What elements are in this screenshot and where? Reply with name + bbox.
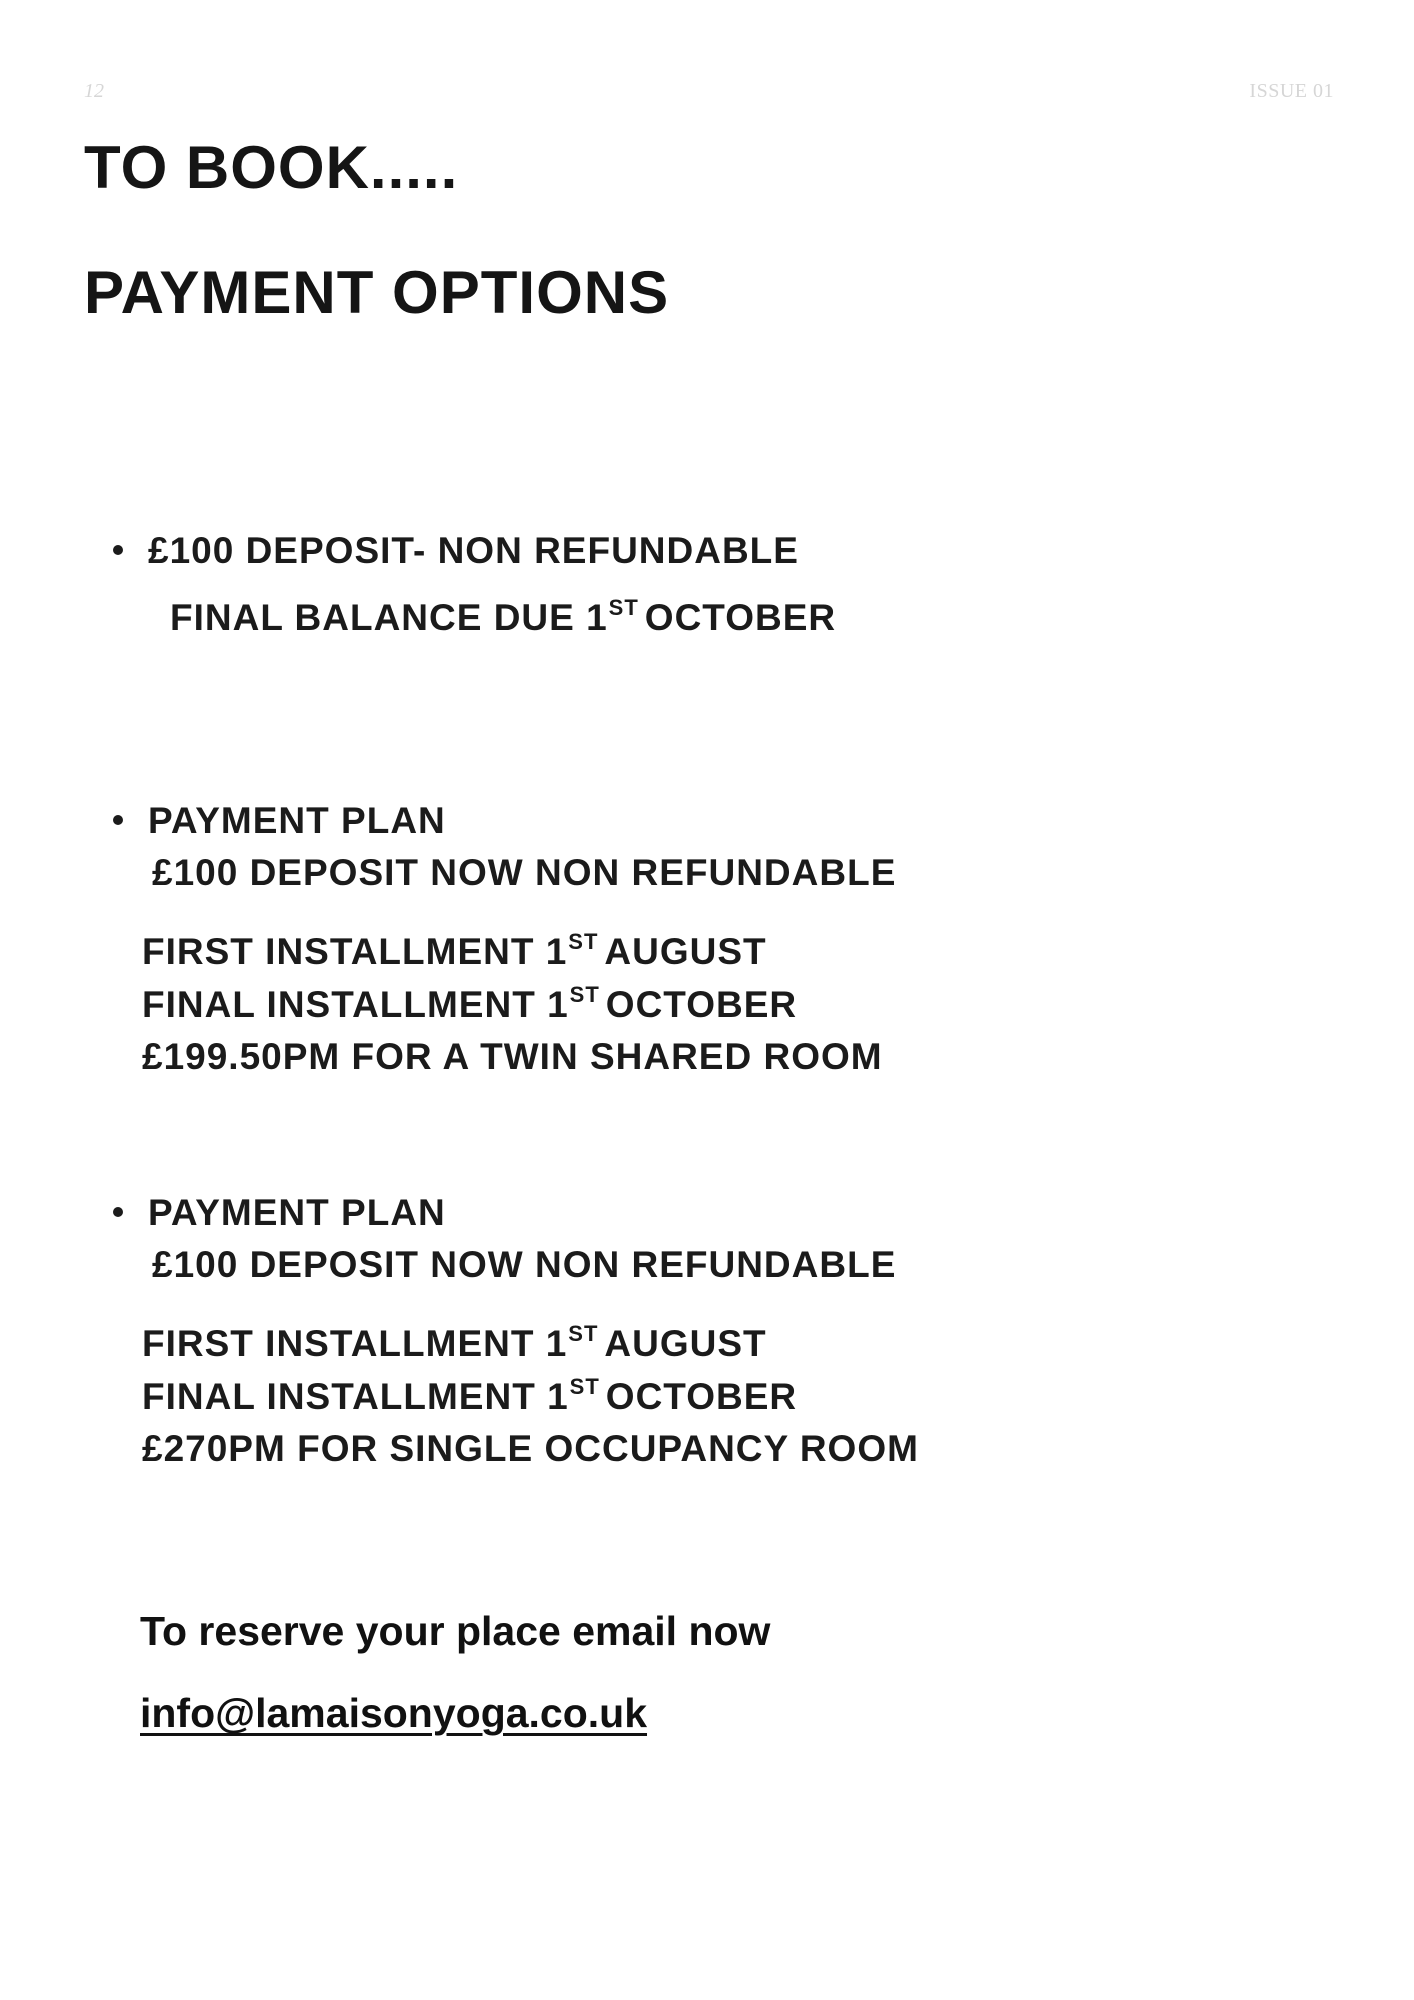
plan-deposit: £100 DEPOSIT NOW NON REFUNDABLE [152, 852, 897, 893]
plan-deposit: £100 DEPOSIT NOW NON REFUNDABLE [152, 1244, 897, 1285]
bullet-icon [113, 815, 123, 825]
ordinal-suffix: ST [569, 1374, 600, 1399]
ordinal-suffix: ST [568, 929, 599, 954]
ordinal-suffix: ST [569, 982, 600, 1007]
plan-title: PAYMENT PLAN [148, 800, 446, 841]
page-number: 12 [84, 80, 104, 102]
final-installment-text: FINAL INSTALLMENT 1 [142, 1376, 569, 1417]
ordinal-suffix: ST [608, 595, 639, 620]
plan-final-installment [142, 1374, 798, 1417]
page-title: TO BOOK..... [84, 134, 459, 201]
final-balance-month: OCTOBER [644, 597, 837, 638]
first-installment-text: FIRST INSTALLMENT 1 [142, 1323, 568, 1364]
email-link[interactable]: info@lamaisonyoga.co.uk [140, 1690, 648, 1736]
final-installment-month: OCTOBER [605, 1376, 798, 1417]
issue-label: ISSUE 01 [1249, 80, 1334, 102]
first-installment-text: FIRST INSTALLMENT 1 [142, 931, 568, 972]
final-installment-text: FINAL INSTALLMENT 1 [142, 984, 569, 1025]
plan-first-installment [142, 1321, 767, 1364]
bullet-icon [113, 1207, 123, 1217]
first-installment-month: AUGUST [604, 931, 767, 972]
plan-first-installment [142, 929, 767, 972]
plan-price: £199.50PM FOR A TWIN SHARED ROOM [142, 1036, 883, 1077]
option-deposit-line: £100 DEPOSIT- NON REFUNDABLE [148, 530, 799, 571]
ordinal-suffix: ST [568, 1321, 599, 1346]
plan-title: PAYMENT PLAN [148, 1192, 446, 1233]
option-final-balance [170, 595, 837, 638]
reserve-text: To reserve your place email now [140, 1608, 771, 1654]
plan-price: £270PM FOR SINGLE OCCUPANCY ROOM [142, 1428, 919, 1469]
bullet-icon [113, 545, 123, 555]
final-installment-month: OCTOBER [605, 984, 798, 1025]
final-balance-text: FINAL BALANCE DUE 1 [170, 597, 608, 638]
first-installment-month: AUGUST [604, 1323, 767, 1364]
plan-final-installment [142, 982, 798, 1025]
section-title: PAYMENT OPTIONS [84, 259, 670, 326]
